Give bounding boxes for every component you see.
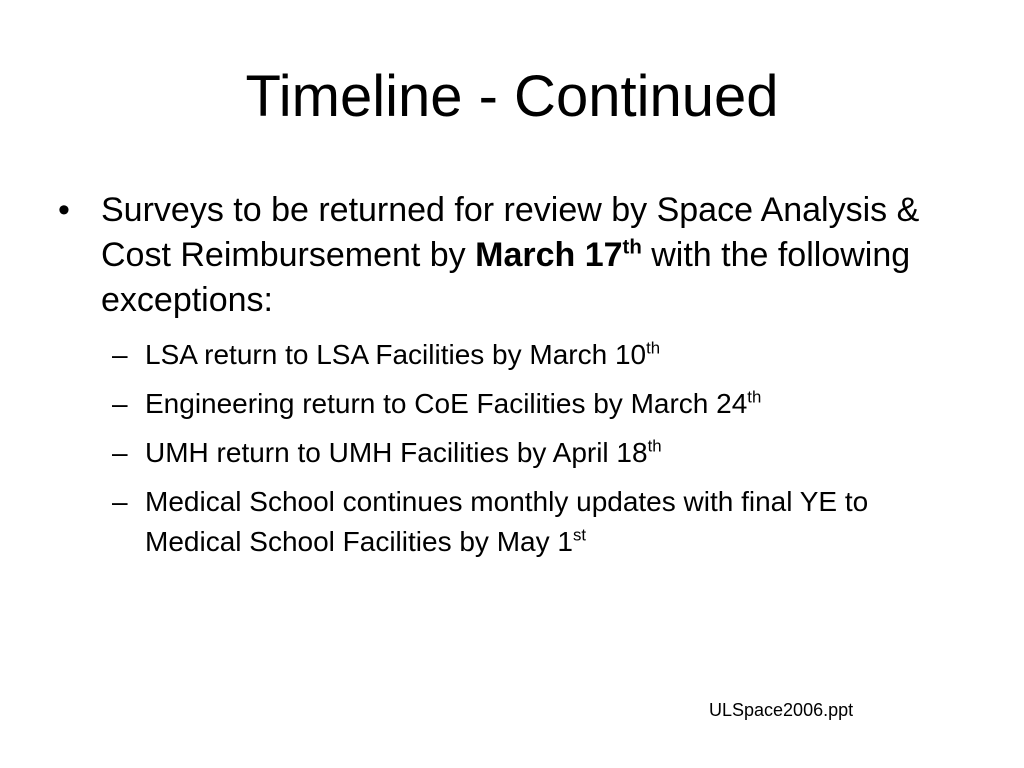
sub-bullet-list [58,335,958,562]
sub-bullet-text: LSA return to LSA Facilities by March 10 [145,339,647,370]
deadline-date-text: March 17 [475,236,623,274]
sub-bullet [112,482,958,562]
date-suffix: st [572,525,587,545]
sub-bullet-text: Medical School continues monthly updates with final YE to Medical School Facilities by May 1 [145,486,869,557]
date-suffix: th [747,387,762,407]
main-bullet [58,188,958,323]
date-suffix: th [646,338,661,358]
bullet-marker: • [58,191,70,229]
deadline-date [475,236,642,274]
date-suffix: th [647,436,662,456]
dash-marker: – [112,388,128,419]
deadline-date-suffix: th [622,236,642,259]
slide-title: Timeline - Continued [245,64,779,129]
sub-bullet [112,384,958,424]
main-bullet-text-end: with the following exceptions: [101,236,911,319]
dash-marker: – [112,486,128,517]
dash-marker: – [112,339,128,370]
footer-filename: ULSpace2006.ppt [709,700,854,720]
bullet-list [58,188,958,571]
sub-bullet [112,335,958,375]
main-bullet-text: Surveys to be returned for review by Space Analysis & Cost Reimbursement by [101,191,920,274]
sub-bullet [112,433,958,473]
dash-marker: – [112,437,128,468]
sub-bullet-text: UMH return to UMH Facilities by April 18 [145,437,648,468]
sub-bullet-text: Engineering return to CoE Facilities by March 24 [145,388,748,419]
